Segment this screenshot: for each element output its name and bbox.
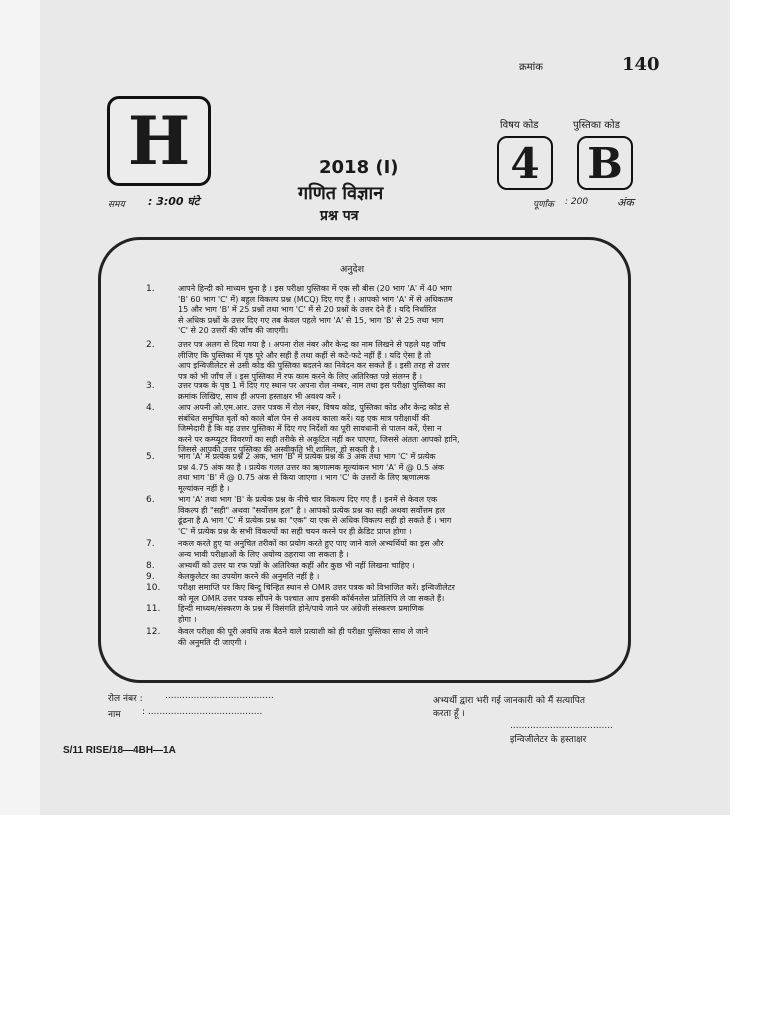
verification-text: अभ्यर्थी द्वारा भरी गई जानकारी को मैं सत्यापित करता हूँ । [433, 696, 585, 719]
serial-label: क्रमांक [519, 62, 543, 73]
booklet-code-box [577, 136, 633, 190]
booklet-code-label: पुस्तिका कोड [573, 120, 620, 131]
instructions-heading: अनुदेश [340, 264, 365, 275]
paper-title: प्रश्न पत्र [320, 208, 359, 224]
instruction-number: 5. [146, 452, 155, 462]
instruction-number: 6. [146, 495, 155, 505]
instruction-text: केलकुलेटर का उपयोग करने की अनुमति नहीं है । [178, 572, 320, 581]
document-code: S/11 RISE/18—4BH—1A [63, 745, 176, 756]
name-field: : ........................................ [142, 707, 263, 717]
signature-line: .................................... [510, 721, 613, 731]
marks-unit: अंक [617, 196, 634, 209]
roll-number-label: रोल नंबर : [108, 694, 143, 704]
instruction-number: 8. [146, 561, 155, 571]
instruction-text: उत्तर पत्र अलग से दिया गया है । अपना रोल नंबर और केन्द्र का नाम लिखने से पहले यह जाँच लीजिए कि पुस्तिका में पृष्ठ पूरे और सही हैं तथा कहीं से कटे-फटे नहीं हैं । यदि ऐसा है तो आप इन्विजीलेटर से उसी कोड की पुस्तिका बदलने का निवेदन कर सकते हैं । इसी तरह से उत्तर पत्र को भी जाँच लें । इस पुस्तिका में रफ काम करने के लिए अतिरिक्त पन्ने संलग्न हैं । [178, 340, 450, 381]
instruction-number: 11. [146, 604, 161, 614]
subject-code-label: विषय कोड [500, 120, 539, 131]
instruction-number: 12. [146, 627, 161, 637]
name-label: नाम [108, 710, 121, 720]
instruction-number: 4. [146, 403, 155, 413]
instruction-number: 2. [146, 340, 155, 350]
instruction-text: भाग 'A' तथा भाग 'B' के प्रत्येक प्रश्न के नीचे चार विकल्प दिए गए हैं । इनमें से केवल एक विकल्प ही "सही" अथवा "सर्वोत्तम हल" है । आपको प्रत्येक प्रश्न का सही अथवा सर्वोत्तम हल ढूंढना है A भाग 'C' में प्रत्येक प्रश्न का "एक" या एक से अधिक विकल्प सही हो सकते हैं । भाग 'C' में प्रत्येक प्रश्न के सभी विकल्पों का सही चयन करने पर ही क्रेडिट प्राप्त होगा । [178, 495, 452, 536]
instruction-text: परीक्षा समाप्ति पर किए बिन्दु चिन्हित स्थान से OMR उत्तर पत्रक को विभाजित करें। इन्विजीलेटर को मूल OMR उत्तर पत्रक सौंपने के पश्चात आप इसकी कॉर्बनलेस प्रतिलिपि ले जा सकते हैं। [178, 583, 455, 603]
booklet-code-value: B [587, 138, 623, 188]
max-marks-value: : 200 [565, 197, 589, 207]
instruction-number: 10. [146, 583, 161, 593]
booklet-series-letter: H [127, 102, 191, 180]
instruction-number: 1. [146, 284, 155, 294]
time-label: समय [108, 200, 125, 210]
booklet-series-box [107, 96, 211, 186]
invigilator-signature-label: इन्विजीलेटर के हस्ताक्षर [510, 735, 587, 745]
time-value: : 3:00 घंटे [148, 195, 200, 208]
scan-margin [0, 0, 40, 815]
instruction-text: अभ्यर्थी को उत्तर या रफ पन्नों के अतिरिक्त कहीं और कुछ भी नहीं लिखना चाहिए । [178, 561, 415, 570]
instruction-number: 3. [146, 381, 155, 391]
max-marks-label: पूर्णांक [533, 200, 554, 210]
instruction-text: नकल करते हुए या अनुचित तरीकों का प्रयोग करते हुए पाए जाने वाले अभ्यर्थियों का इस और अन्य भावी परीक्षाओं के लिए अयोग्य ठहराया जा सकता है । [178, 539, 444, 559]
instruction-number: 9. [146, 572, 155, 582]
roll-number-field: ...................................... [165, 691, 274, 701]
subject-code-box [497, 136, 553, 190]
instruction-text: हिन्दी माध्यम/संस्करण के प्रश्न में विसंगति होने/पाये जाने पर अंग्रेजी संस्करण प्रमाणिक होगा । [178, 604, 424, 624]
subject-title: गणित विज्ञान [298, 183, 384, 204]
instruction-text: भाग 'A' में प्रत्येक प्रश्न 2 अंक, भाग 'B' में प्रत्येक प्रश्न के 3 अंक तथा भाग 'C' में प्रत्येक प्रश्न 4.75 अंक का है । प्रत्येक गलत उत्तर का ऋणात्मक मूल्यांकन भाग 'A' में @ 0.5 अंक तथा भाग 'B' में @ 0.75 अंक से किया जाएगा । भाग 'C' के उत्तरों के लिए ऋणात्मक मूल्यांकन नहीं है । [178, 452, 444, 493]
instruction-number: 7. [146, 539, 155, 549]
subject-code-value: 4 [510, 138, 540, 188]
instruction-text: आपने हिन्दी को माध्यम चुना है । इस परीक्षा पुस्तिका में एक सौ बीस (20 भाग 'A' में 40 भाग 'B' 60 भाग 'C' में) बहुल विकल्प प्रश्न (MCQ) दिए गए हैं । आपको भाग 'A' में से अधिकतम 15 और भाग 'B' में 25 प्रश्नों तथा भाग 'C' में से 20 प्रश्नों के उत्तर देने हैं । यदि निर्धारित से अधिक प्रश्नों के उत्तर दिए गए तब केवल पहले भाग 'A' से 15, भाग 'B' से 25 तथा भाग 'C' से 20 उत्तरों की जाँच की जाएगी। [178, 284, 453, 335]
exam-year: 2018 (I) [319, 157, 399, 178]
instruction-text: आप अपनी ओ.एम.आर. उत्तर पत्रक में रोल नंबर, विषय कोड, पुस्तिका कोड और केन्द्र कोड से संबंधित समुचित वृतों को काले बॉल पेन से अवश्य काला करें। यह एक मात्र परीक्षार्थी की जिम्मेदारी है कि वह उत्तर पुस्तिका में दिए गए निर्देशों का पूरी सावधानी से पालन करें, ऐसा न करने पर कम्प्यूटर विवरणों का सही तरीके से अकूटित नहीं कर पाएगा, जिससे अंततः आपको हानि, जिससे आपकी उत्तर पुस्तिका की अस्वीकृति भी शामिल, हो सकती है । [178, 403, 460, 454]
instruction-text: उत्तर पत्रक के पृष्ठ 1 में दिए गए स्थान पर अपना रोल नम्बर, नाम तथा इस परीक्षा पुस्तिका का क्रमांक लिखिए, साथ ही अपना हस्ताक्षर भी अवश्य करें । [178, 381, 446, 401]
serial-number: 140 [622, 54, 660, 75]
instruction-text: केवल परीक्षा की पूरी अवधि तक बैठने वाले प्रत्याशी को ही परीक्षा पुस्तिका साथ ले जाने की अनुमति दी जाएगी । [178, 627, 429, 647]
